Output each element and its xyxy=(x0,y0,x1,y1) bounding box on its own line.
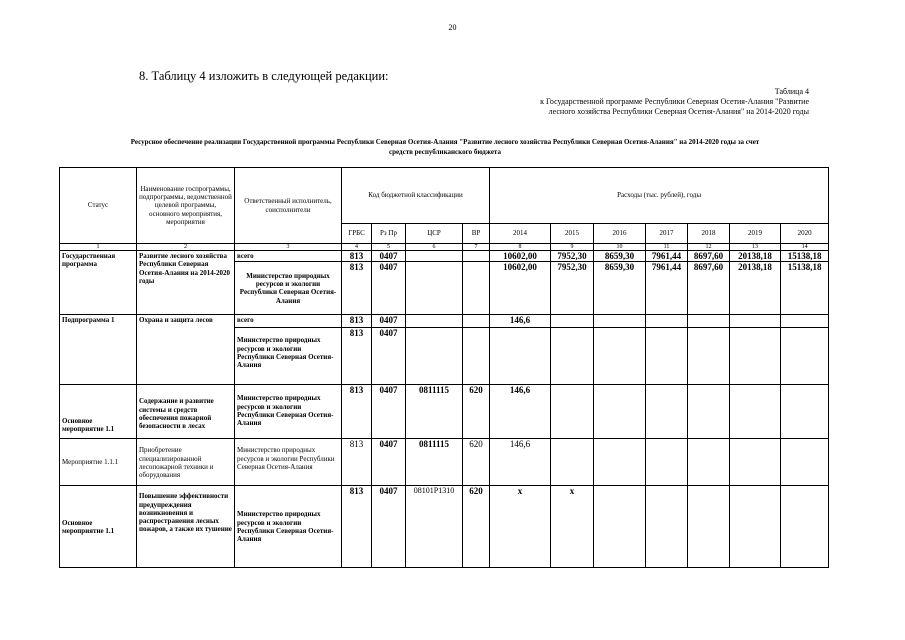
row-value xyxy=(646,328,688,385)
table-title: Ресурсное обеспечение реализации Государственной программы Республики Северная Осетия-Алания "Развитие лесного хозяйства Республики Северная Осетия-Алания" на 2014-2020 годы за счет средств республиканского бюджета xyxy=(130,138,760,156)
header-vr: ВР xyxy=(463,224,490,244)
row-value xyxy=(551,315,594,328)
row-grbs: 813 xyxy=(342,385,372,439)
row-status: Мероприятие 1.1.1 xyxy=(60,439,137,486)
column-number: 8 xyxy=(490,244,551,251)
row-grbs: 813 xyxy=(342,315,372,328)
row-value xyxy=(646,486,688,568)
row-value xyxy=(688,486,730,568)
row-csr xyxy=(406,251,463,262)
row-value xyxy=(551,328,594,385)
row-value xyxy=(688,315,730,328)
row-status: Основное мероприятие 1.1 xyxy=(60,486,137,568)
row-value: 8697,60 xyxy=(688,262,730,315)
row-value: 20138,18 xyxy=(730,262,781,315)
row-name: Охрана и защита лесов xyxy=(137,315,235,385)
section-heading: 8. Таблицу 4 изложить в следующей редакции: xyxy=(139,69,389,83)
column-number: 2 xyxy=(137,244,235,251)
header-name: Наименование госпрограммы, подпрограммы, ведомственной целевой программы, основного мероприятия, мероприятия xyxy=(137,168,235,244)
column-number: 12 xyxy=(688,244,730,251)
row-value xyxy=(551,439,594,486)
row-value: 15138,18 xyxy=(781,251,829,262)
row-value xyxy=(594,328,646,385)
column-number: 11 xyxy=(646,244,688,251)
row-value xyxy=(730,439,781,486)
row-status: Основное мероприятие 1.1 xyxy=(60,385,137,439)
header-budget-code: Код бюджетной классификации xyxy=(342,168,490,224)
row-executor: всего xyxy=(235,315,342,328)
row-value xyxy=(594,439,646,486)
row-vr xyxy=(463,328,490,385)
table-caption-line-1: Таблица 4 xyxy=(774,87,809,96)
funding-table xyxy=(59,167,829,568)
column-number: 1 xyxy=(60,244,137,251)
header-year: 2020 xyxy=(781,224,829,244)
column-number: 4 xyxy=(342,244,372,251)
row-rzpr: 0407 xyxy=(372,328,406,385)
row-value xyxy=(594,385,646,439)
row-executor: Министерство природных ресурсов и экологии Республики Северная Осетия-Алания xyxy=(235,262,342,315)
header-row-1 xyxy=(60,168,829,224)
row-grbs: 813 xyxy=(342,486,372,568)
row-value: 7952,30 xyxy=(551,251,594,262)
table-caption-line-3: лесного хозяйства Республики Северная Осетия-Алания" на 2014-2020 годы xyxy=(548,107,809,116)
header-grbs: ГРБС xyxy=(342,224,372,244)
row-value xyxy=(781,486,829,568)
column-number: 13 xyxy=(730,244,781,251)
row-status: Подпрограмма 1 xyxy=(60,315,137,385)
row-csr xyxy=(406,328,463,385)
row-value: 10602,00 xyxy=(490,251,551,262)
row-value xyxy=(688,385,730,439)
row-vr: 620 xyxy=(463,385,490,439)
column-number: 3 xyxy=(235,244,342,251)
row-value: 7961,44 xyxy=(646,251,688,262)
row-value: 8659,30 xyxy=(594,251,646,262)
column-number: 6 xyxy=(406,244,463,251)
row-value xyxy=(781,315,829,328)
row-value: х xyxy=(551,486,594,568)
row-rzpr: 0407 xyxy=(372,486,406,568)
table-row xyxy=(60,439,829,486)
row-value xyxy=(781,385,829,439)
row-rzpr: 0407 xyxy=(372,315,406,328)
row-name: Содержание и развитие системы и средств обеспечения пожарной безопасности в лесах xyxy=(137,385,235,439)
header-rzpr: Рз Пр xyxy=(372,224,406,244)
header-year: 2016 xyxy=(594,224,646,244)
row-rzpr: 0407 xyxy=(372,385,406,439)
column-number: 9 xyxy=(551,244,594,251)
row-grbs: 813 xyxy=(342,439,372,486)
column-number: 7 xyxy=(463,244,490,251)
row-status: Государственная программа xyxy=(60,251,137,315)
table-row xyxy=(60,486,829,568)
row-name: Развитие лесного хозяйства Республики Северная Осетия-Алания на 2014-2020 годы xyxy=(137,251,235,315)
column-number: 10 xyxy=(594,244,646,251)
row-value: 8697,60 xyxy=(688,251,730,262)
row-name: Повышение эффективности предупреждения возникновения и распространения лесных пожаров, а также их тушение xyxy=(137,486,235,568)
row-value xyxy=(730,328,781,385)
row-value xyxy=(594,486,646,568)
row-value: 10602,00 xyxy=(490,262,551,315)
page-number: 20 xyxy=(448,23,457,32)
row-value: 146,6 xyxy=(490,385,551,439)
row-csr xyxy=(406,262,463,315)
row-value xyxy=(646,385,688,439)
row-value: 7961,44 xyxy=(646,262,688,315)
row-value xyxy=(781,328,829,385)
row-vr: 620 xyxy=(463,486,490,568)
row-executor: Министерство природных ресурсов и экологии Республики Северная Осетия-Алания xyxy=(235,486,342,568)
row-value xyxy=(646,439,688,486)
header-status: Статус xyxy=(60,168,137,244)
row-value xyxy=(646,315,688,328)
row-value xyxy=(594,315,646,328)
column-number: 5 xyxy=(372,244,406,251)
row-executor: всего xyxy=(235,251,342,262)
row-csr: 08101Р1310 xyxy=(406,486,463,568)
table-row xyxy=(60,385,829,439)
column-number: 14 xyxy=(781,244,829,251)
row-name: Приобретение специализированной лесопожарной техники и оборудования xyxy=(137,439,235,486)
row-executor: Министерство природных ресурсов и экологии Республики Северная Осетия-Алания xyxy=(235,328,342,385)
row-vr: 620 xyxy=(463,439,490,486)
row-vr xyxy=(463,262,490,315)
row-vr xyxy=(463,315,490,328)
header-expenses: Расходы (тыс. рублей), годы xyxy=(490,168,829,224)
table-row xyxy=(60,251,829,262)
row-csr: 0811115 xyxy=(406,439,463,486)
row-value xyxy=(490,328,551,385)
row-value: 7952,30 xyxy=(551,262,594,315)
row-csr: 0811115 xyxy=(406,385,463,439)
table-caption-line-2: к Государственной программе Республики Северная Осетия-Алания "Развитие xyxy=(540,97,809,106)
table-row xyxy=(60,315,829,328)
row-value xyxy=(730,486,781,568)
column-number-row xyxy=(60,244,829,251)
row-rzpr: 0407 xyxy=(372,262,406,315)
header-executor: Ответственный исполнитель, соисполнители xyxy=(235,168,342,244)
header-year: 2015 xyxy=(551,224,594,244)
header-year: 2017 xyxy=(646,224,688,244)
row-value xyxy=(688,439,730,486)
row-value: х xyxy=(490,486,551,568)
row-value: 20138,18 xyxy=(730,251,781,262)
row-vr xyxy=(463,251,490,262)
row-executor: Министерство природных ресурсов и экологии Республики Северная Осетия-Алания xyxy=(235,385,342,439)
row-value xyxy=(730,315,781,328)
row-grbs: 813 xyxy=(342,262,372,315)
row-rzpr: 0407 xyxy=(372,251,406,262)
row-value xyxy=(781,439,829,486)
row-grbs: 813 xyxy=(342,328,372,385)
row-value: 146,6 xyxy=(490,315,551,328)
row-rzpr: 0407 xyxy=(372,439,406,486)
row-grbs: 813 xyxy=(342,251,372,262)
row-value xyxy=(551,385,594,439)
row-value xyxy=(688,328,730,385)
header-year: 2018 xyxy=(688,224,730,244)
row-value: 8659,30 xyxy=(594,262,646,315)
row-executor: Министерство природных ресурсов и экологии Республики Северная Осетия-Алания xyxy=(235,439,342,486)
row-value: 146,6 xyxy=(490,439,551,486)
header-csr: ЦСР xyxy=(406,224,463,244)
row-csr xyxy=(406,315,463,328)
table-caption xyxy=(469,87,809,117)
row-value xyxy=(730,385,781,439)
row-value: 15138,18 xyxy=(781,262,829,315)
header-year: 2014 xyxy=(490,224,551,244)
header-year: 2019 xyxy=(730,224,781,244)
